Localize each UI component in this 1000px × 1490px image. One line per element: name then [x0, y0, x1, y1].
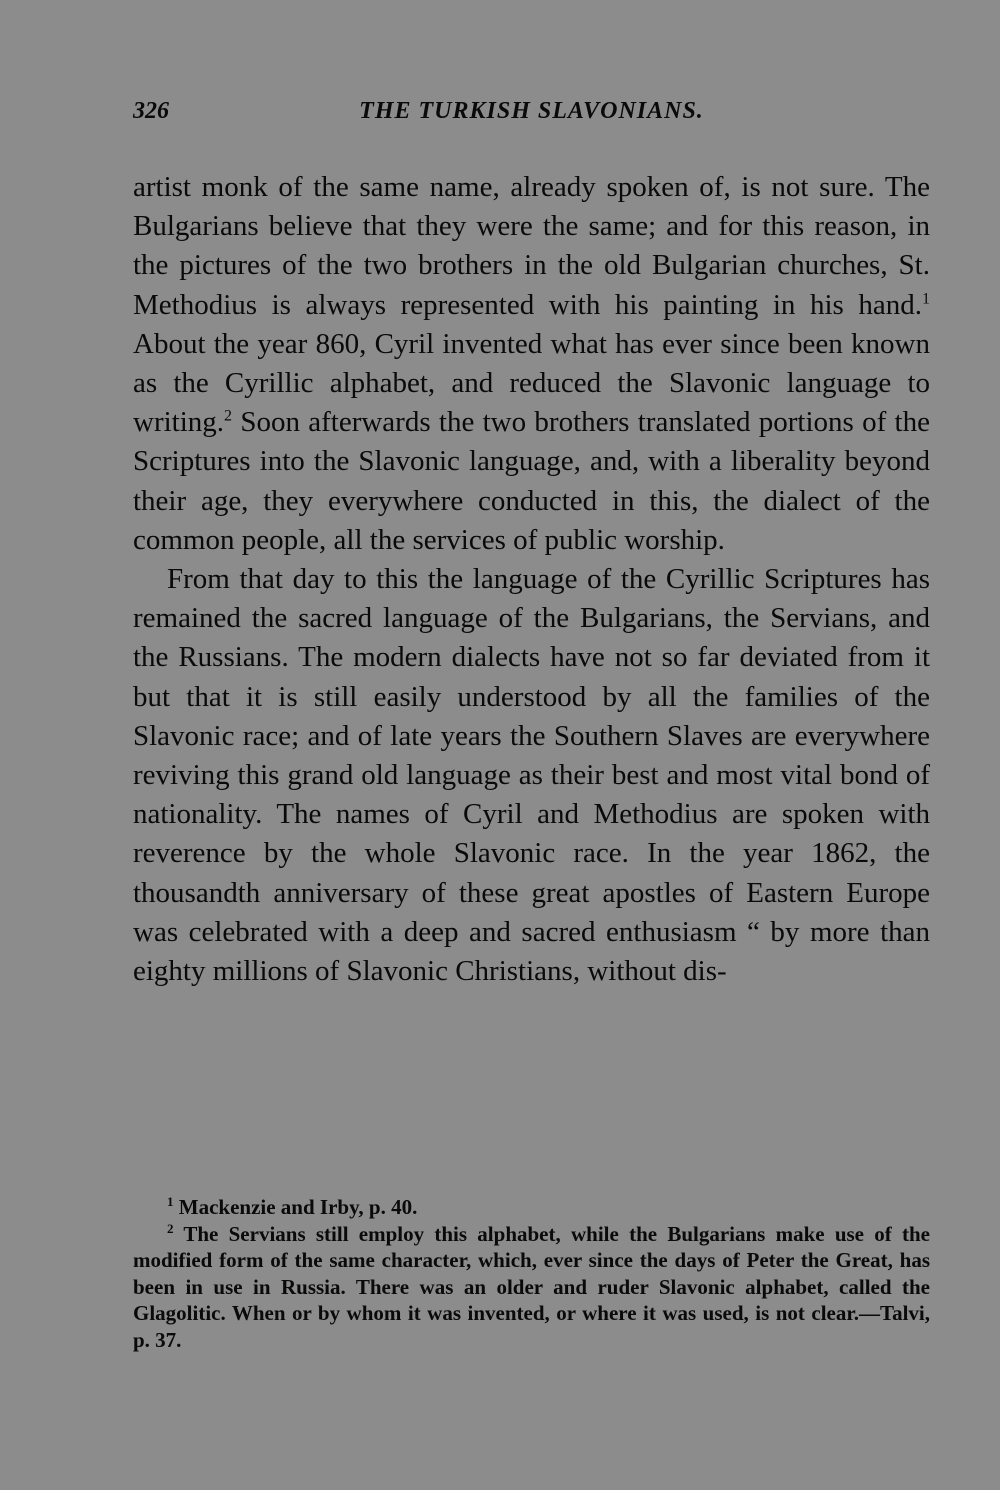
footnote-marker: 1 — [167, 1194, 174, 1209]
footnote-marker: 2 — [167, 1220, 174, 1236]
body-text — [133, 168, 930, 991]
footnote-text: The Servians still employ this alphabet, while the Bulgarians make use of the modified form of the same character, which, ever since the days of Peter the Great, has been in use in Russia. There was an older and ruder Slavonic alphabet, called the Glagolitic. When or by whom it was invented, or where it was used, is not clear.—Talvi, p. 37. — [133, 1221, 930, 1352]
paragraph-text: About the year 860, Cyril invented what has ever since been known as the Cyrillic alphabet, and reduced the Slavonic language to writing. — [133, 327, 930, 439]
footnote — [133, 1221, 930, 1354]
footnotes — [133, 1194, 930, 1353]
book-page — [133, 96, 930, 1352]
footnote-text: Mackenzie and Irby, p. 40. — [173, 1195, 418, 1219]
footnote-reference[interactable]: 2 — [224, 407, 233, 425]
footnote — [133, 1194, 930, 1221]
paragraph-text: Soon afterwards the two brothers translated portions of the Scriptures into the Slavonic language, and, with a liberality beyond their age, they everywhere conducted in this, the dialect of the common people, all the services of public worship. — [133, 406, 930, 556]
paragraph-text: artist monk of the same name, already spoken of, is not sure. The Bulgarians believe that they were the same; and for this reason, in the pictures of the two brothers in the old Bulgarian churches, St. Methodius is always represented with his painting in his hand. — [133, 171, 930, 321]
page-header — [133, 96, 930, 144]
paragraph — [133, 168, 930, 560]
paragraph: From that day to this the language of the Cyrillic Scriptures has remained the sacred language of the Bulgarians, the Servians, and the Russians. The modern dialects have not so far deviated from it but that it is still easily understood by all the families of the Slavonic race; and of late years the Southern Slaves are everywhere reviving this grand old language as their best and most vital bond of nationality. The names of Cyril and Methodius are spoken with reverence by the whole Slavonic race. In the year 1862, the thousandth anniversary of these great apostles of Eastern Europe was celebrated with a deep and sacred enthusiasm “ by more than eighty millions of Slavonic Christians, without dis- — [133, 563, 930, 988]
running-head: THE TURKISH SLAVONIANS. — [359, 98, 704, 124]
footnote-reference[interactable]: 1 — [922, 289, 930, 307]
page-number: 326 — [133, 98, 169, 124]
